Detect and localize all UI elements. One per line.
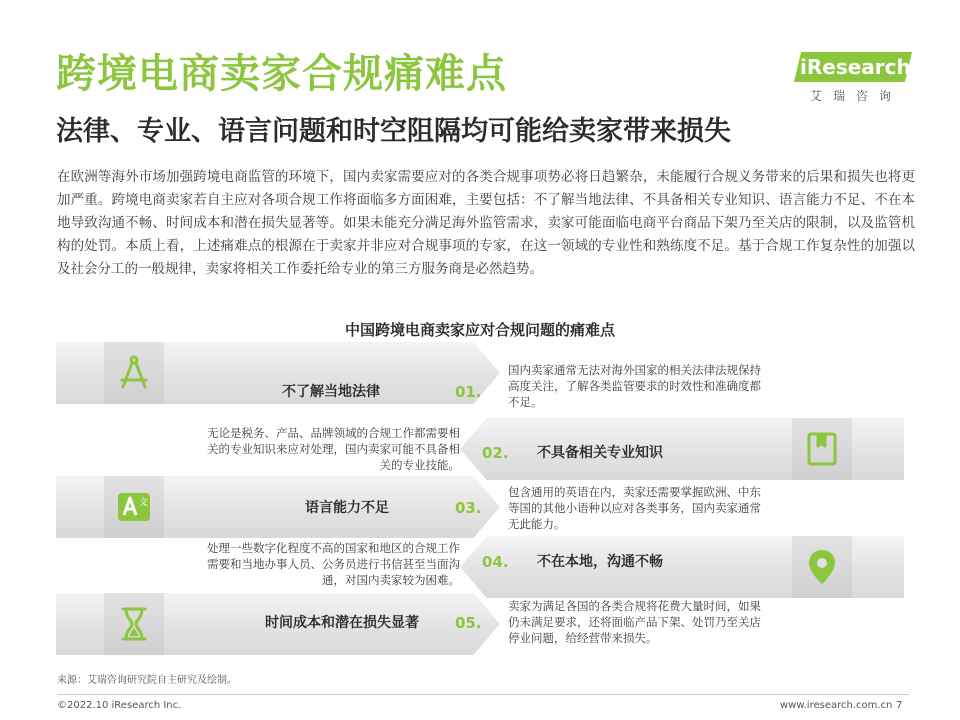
icon-box-3 bbox=[104, 476, 164, 538]
pain-point-desc-2: 无论是税务、产品、品牌领域的合规工作都需要相关的专业知识来应对处理，国内卖家可能不具备相关的专业技能。 bbox=[207, 426, 460, 472]
icon-box-2 bbox=[792, 418, 852, 480]
pain-point-desc-1: 国内卖家通常无法对海外国家的相关法律法规保持高度关注，了解各类监管要求的时效性和准确度都不足。 bbox=[508, 363, 761, 409]
svg-text:文: 文 bbox=[139, 498, 149, 508]
intro-paragraph: 在欧洲等海外市场加强跨境电商监管的环境下，国内卖家需要应对的各类合规事项势必将日趋繁杂，未能履行合规义务带来的后果和损失也将更加严重。跨境电商卖家若自主应对各项合规工作将面临多方面困难，主要包括：不了解当地法律、不具备相关专业知识、语言能力不足、不在本地导致沟通不畅、时间成本和潜在损失显著等。如果未能充分满足海外监管需求，卖家可能面临电商平台商品下架乃至关店的限制，以及监管机构的处罚。本质上看，上述痛难点的根源在于卖家并非应对合规事项的专家，在这一领域的专业性和熟练度不足。基于合规工作复杂性的加强以及社会分工的一般规律，卖家将相关工作委托给专业的第三方服务商是必然趋势。 bbox=[57, 169, 915, 277]
footer-divider bbox=[57, 694, 909, 695]
pain-point-label-5: 时间成本和潜在损失显著 bbox=[265, 615, 419, 631]
page-title: 跨境电商卖家合规痛难点 bbox=[56, 51, 507, 97]
pain-point-number-1: 01. bbox=[455, 383, 482, 401]
diagram-title: 中国跨境电商卖家应对合规问题的痛难点 bbox=[344, 321, 615, 339]
translate-icon bbox=[114, 487, 154, 527]
page-subtitle: 法律、专业、语言问题和时空阻隔均可能给卖家带来损失 bbox=[56, 116, 731, 147]
book-icon bbox=[802, 429, 842, 469]
logo-cn-text: 艾瑞咨询 bbox=[810, 89, 903, 103]
page-number: 7 bbox=[896, 700, 903, 711]
pain-point-desc-3: 包含通用的英语在内，卖家还需要掌握欧洲、中东等国的其他小语种以应对各类事务，国内卖家通常无此能力。 bbox=[508, 485, 761, 531]
hourglass-icon bbox=[114, 604, 154, 644]
pain-point-label-3: 语言能力不足 bbox=[305, 500, 389, 516]
copyright: ©2022.10 iResearch Inc. bbox=[57, 700, 182, 711]
pain-point-label-4: 不在本地，沟通不畅 bbox=[537, 554, 663, 570]
pain-point-number-3: 03. bbox=[455, 499, 482, 517]
icon-box-1 bbox=[104, 342, 164, 404]
pain-point-desc-5: 卖家为满足各国的各类合规将花费大量时间，如果仍未满足要求，还将面临产品下架、处罚乃至关店停业问题，给经营带来损失。 bbox=[508, 599, 761, 645]
pain-point-number-5: 05. bbox=[455, 614, 482, 632]
icon-box-4 bbox=[792, 536, 852, 598]
pain-point-number-2: 02. bbox=[482, 444, 509, 462]
pain-point-label-1: 不了解当地法律 bbox=[282, 384, 380, 400]
iresearch-logo bbox=[790, 48, 920, 110]
pain-point-label-2: 不具备相关专业知识 bbox=[537, 445, 663, 461]
icon-box-5 bbox=[104, 593, 164, 655]
site-url: www.iresearch.com.cn bbox=[780, 700, 893, 711]
location-pin-icon bbox=[802, 547, 842, 587]
compass-icon bbox=[114, 353, 154, 393]
logo-brand-text: iResearch bbox=[800, 55, 911, 79]
pain-point-desc-4: 处理一些数字化程度不高的国家和地区的合规工作需要和当地办事人员、公务员进行书信甚至当面沟通，对国内卖家较为困难。 bbox=[207, 541, 460, 587]
source-note: 来源：艾瑞咨询研究院自主研究及绘制。 bbox=[57, 675, 237, 686]
pain-point-number-4: 04. bbox=[482, 553, 509, 571]
